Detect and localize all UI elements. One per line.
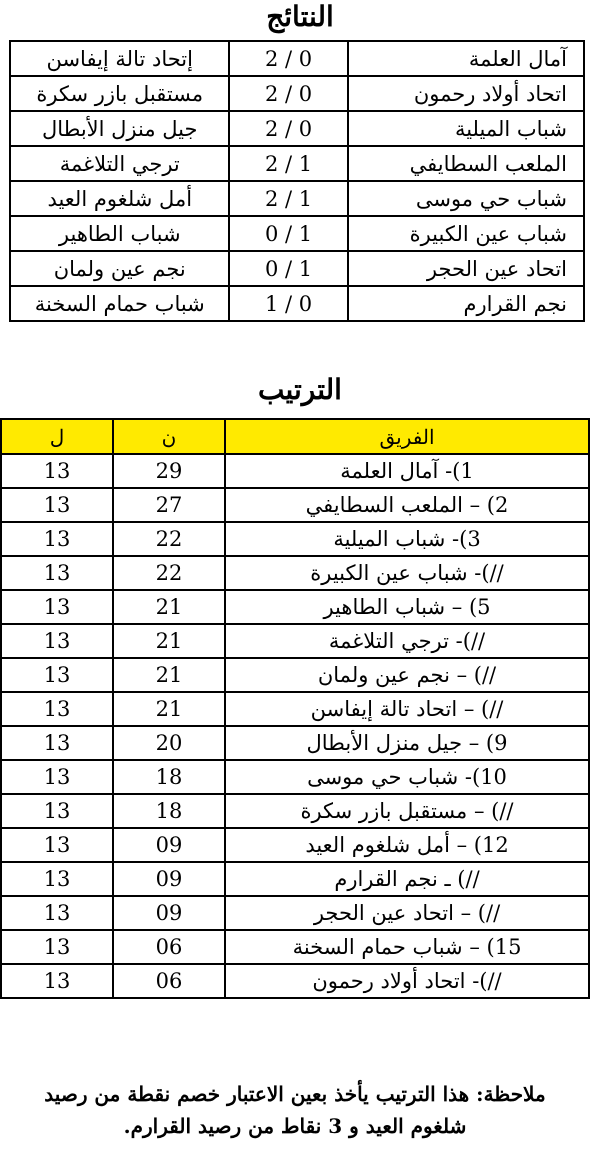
standings-team: //)- ترجي التلاغمة [225,624,589,658]
standings-row [1,454,589,488]
standings-row [1,726,589,760]
result-row [10,146,584,181]
standings-points: 21 [113,658,225,692]
result-away-team: إتحاد تالة إيفاسن [10,41,229,76]
standings-points: 21 [113,590,225,624]
standings-played: 13 [1,930,113,964]
standings-team: 10)- شباب حي موسى [225,760,589,794]
standings-points: 18 [113,794,225,828]
header-team: الفريق [225,419,589,454]
standings-points: 09 [113,862,225,896]
standings-team: 12) – أمل شلغوم العيد [225,828,589,862]
result-away-team: مستقبل بازر سكرة [10,76,229,111]
standings-team: //) – نجم عين ولمان [225,658,589,692]
result-score: 2 / 1 [229,181,347,216]
standings-points: 06 [113,964,225,998]
standings-points: 09 [113,828,225,862]
result-away-team: شباب حمام السخنة [10,286,229,321]
standings-row [1,522,589,556]
standings-row [1,964,589,998]
result-home-team: اتحاد عين الحجر [348,251,584,286]
result-row [10,111,584,146]
standings-played: 13 [1,896,113,930]
standings-team: 5) – شباب الطاهير [225,590,589,624]
standings-row [1,760,589,794]
result-score: 2 / 0 [229,76,347,111]
standings-team: //) – اتحاد عين الحجر [225,896,589,930]
standings-team: 15) – شباب حمام السخنة [225,930,589,964]
result-away-team: نجم عين ولمان [10,251,229,286]
standings-points: 18 [113,760,225,794]
standings-header-row [1,419,589,454]
standings-points: 21 [113,624,225,658]
standings-row [1,488,589,522]
note-line-1: ملاحظة: هذا الترتيب يأخذ بعين الاعتبار خصم نقطة من رصيد [44,1082,546,1106]
standings-points: 22 [113,522,225,556]
standings-team: //) – مستقبل بازر سكرة [225,794,589,828]
results-table [9,40,585,322]
result-home-team: آمال العلمة [348,41,584,76]
result-score: 2 / 0 [229,41,347,76]
header-points: ن [113,419,225,454]
standings-played: 13 [1,964,113,998]
standings-row [1,828,589,862]
result-row [10,41,584,76]
standings-played: 13 [1,794,113,828]
result-score: 2 / 0 [229,111,347,146]
standings-played: 13 [1,624,113,658]
result-home-team: نجم القرارم [348,286,584,321]
standings-team: 3)- شباب الميلية [225,522,589,556]
standings-row [1,658,589,692]
note [0,1078,590,1142]
result-home-team: اتحاد أولاد رحمون [348,76,584,111]
standings-row [1,930,589,964]
standings-team: //) ـ نجم القرارم [225,862,589,896]
standings-row [1,590,589,624]
result-row [10,76,584,111]
standings-played: 13 [1,726,113,760]
standings-row [1,794,589,828]
standings-played: 13 [1,760,113,794]
results-title: النتائج [266,0,334,33]
result-away-team: أمل شلغوم العيد [10,181,229,216]
standings-points: 21 [113,692,225,726]
standings-played: 13 [1,590,113,624]
standings-points: 06 [113,930,225,964]
standings-played: 13 [1,488,113,522]
standings-points: 20 [113,726,225,760]
result-home-team: شباب عين الكبيرة [348,216,584,251]
result-away-team: شباب الطاهير [10,216,229,251]
standings-team: 2) – الملعب السطايفي [225,488,589,522]
result-home-team: الملعب السطايفي [348,146,584,181]
result-score: 1 / 0 [229,286,347,321]
standings-team: 9) – جيل منزل الأبطال [225,726,589,760]
result-home-team: شباب الميلية [348,111,584,146]
standings-played: 13 [1,522,113,556]
standings-table [0,418,590,999]
standings-row [1,896,589,930]
standings-played: 13 [1,862,113,896]
standings-played: 13 [1,658,113,692]
standings-team: 1)- آمال العلمة [225,454,589,488]
result-away-team: جيل منزل الأبطال [10,111,229,146]
standings-row [1,692,589,726]
result-row [10,251,584,286]
standings-points: 22 [113,556,225,590]
result-score: 0 / 1 [229,251,347,286]
result-row [10,286,584,321]
standings-row [1,556,589,590]
standings-team: //)- اتحاد أولاد رحمون [225,964,589,998]
standings-points: 27 [113,488,225,522]
standings-points: 29 [113,454,225,488]
standings-team: //) – اتحاد تالة إيفاسن [225,692,589,726]
header-played: ل [1,419,113,454]
result-home-team: شباب حي موسى [348,181,584,216]
result-away-team: ترجي التلاغمة [10,146,229,181]
standings-title: الترتيب [258,373,342,406]
result-score: 0 / 1 [229,216,347,251]
standings-played: 13 [1,556,113,590]
standings-points: 09 [113,896,225,930]
result-row [10,181,584,216]
standings-played: 13 [1,454,113,488]
standings-played: 13 [1,828,113,862]
note-line-2: شلغوم العيد و 3 نقاط من رصيد القرارم. [123,1114,467,1138]
standings-played: 13 [1,692,113,726]
standings-team: //)- شباب عين الكبيرة [225,556,589,590]
result-score: 2 / 1 [229,146,347,181]
result-row [10,216,584,251]
standings-row [1,624,589,658]
standings-row [1,862,589,896]
